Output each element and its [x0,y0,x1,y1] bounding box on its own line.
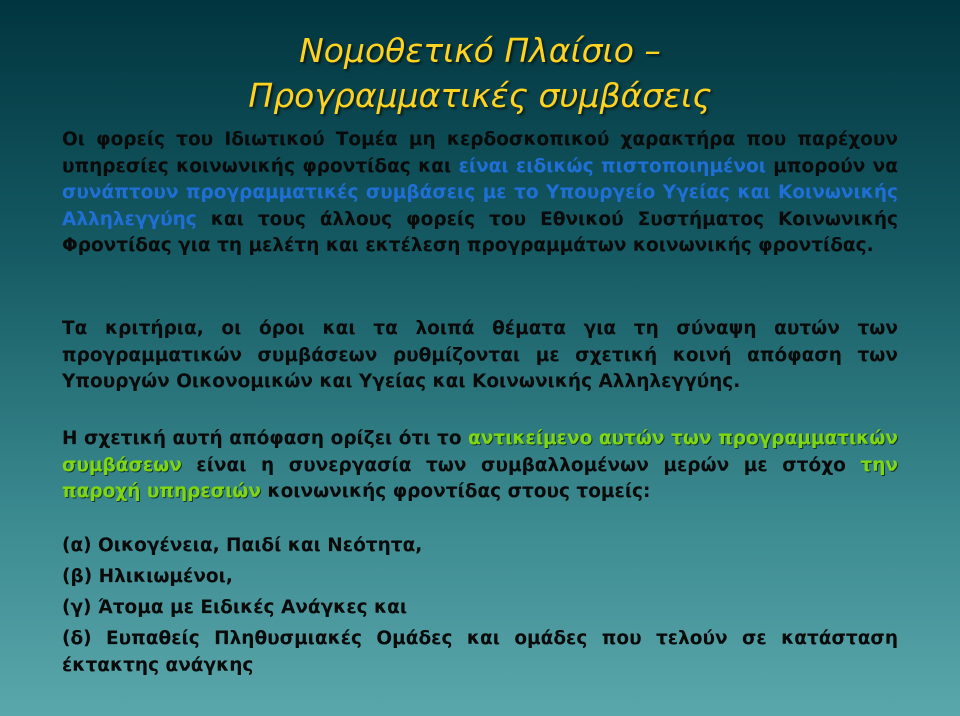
paragraph-2: Τα κριτήρια, οι όροι και τα λοιπά θέματα για τη σύναψη αυτών των προγραμματικών συμβάσεων ρυθμίζονται με σχετική κοινή απόφαση των Υπουργών Οικονομικών και Υγείας και Κοινωνικής Αλληλεγγύης. [62,318,898,393]
sector-list [62,533,898,679]
para1-highlight-2: συνάπτουν προγραμματικές συμβάσεις με το Υπουργείο Υγείας και Κοινωνικής Αλληλεγγύης [62,182,898,230]
title-line-1: Νομοθετικό Πλαίσιο – [299,31,661,70]
para1-text-2: μπορούν να [765,155,898,177]
para1-highlight-1: είναι ειδικώς πιστοποιημένοι [458,155,766,177]
list-item: (β) Ηλικιωμένοι, [62,566,233,587]
para1-text-1: Οι φορείς του Ιδιωτικού Τομέα μη κερδοσκοπικού χαρακτήρα που παρέχουν υπηρεσίες κοινωνικής φροντίδας και [62,129,898,177]
paragraph-3 [62,426,898,506]
para3-text-3: κοινωνικής φροντίδας στους τομείς: [260,481,651,503]
paragraph-1 [62,127,898,260]
para3-highlight-1: αντικείμενο αυτών των προγραμματικών συμβάσεων [62,428,898,476]
para3-highlight-2: την παροχή υπηρεσιών [62,454,898,503]
para3-text-1: Η σχετική αυτή απόφαση ορίζει ότι το [62,428,469,449]
slide-title [0,28,960,118]
list-item: (δ) Ευπαθείς Πληθυσμιακές Ομάδες και ομάδες που τελούν σε κατάσταση έκτακτης ανάγκης [62,628,898,676]
list-item: (γ) Άτομα με Ειδικές Ανάγκες και [62,597,408,618]
para3-text-2: είναι η συνεργασία των συμβαλλομένων μερών με στόχο [181,454,861,476]
title-line-2: Προγραμματικές συμβάσεις [248,76,712,115]
list-item: (α) Οικογένεια, Παιδί και Νεότητα, [62,535,423,556]
para1-text-3: και τους άλλους φορείς του Εθνικού Συστήματος Κοινωνικής Φροντίδας για τη μελέτη και εκτέλεση προγραμμάτων κοινωνικής φροντίδας. [62,208,898,257]
